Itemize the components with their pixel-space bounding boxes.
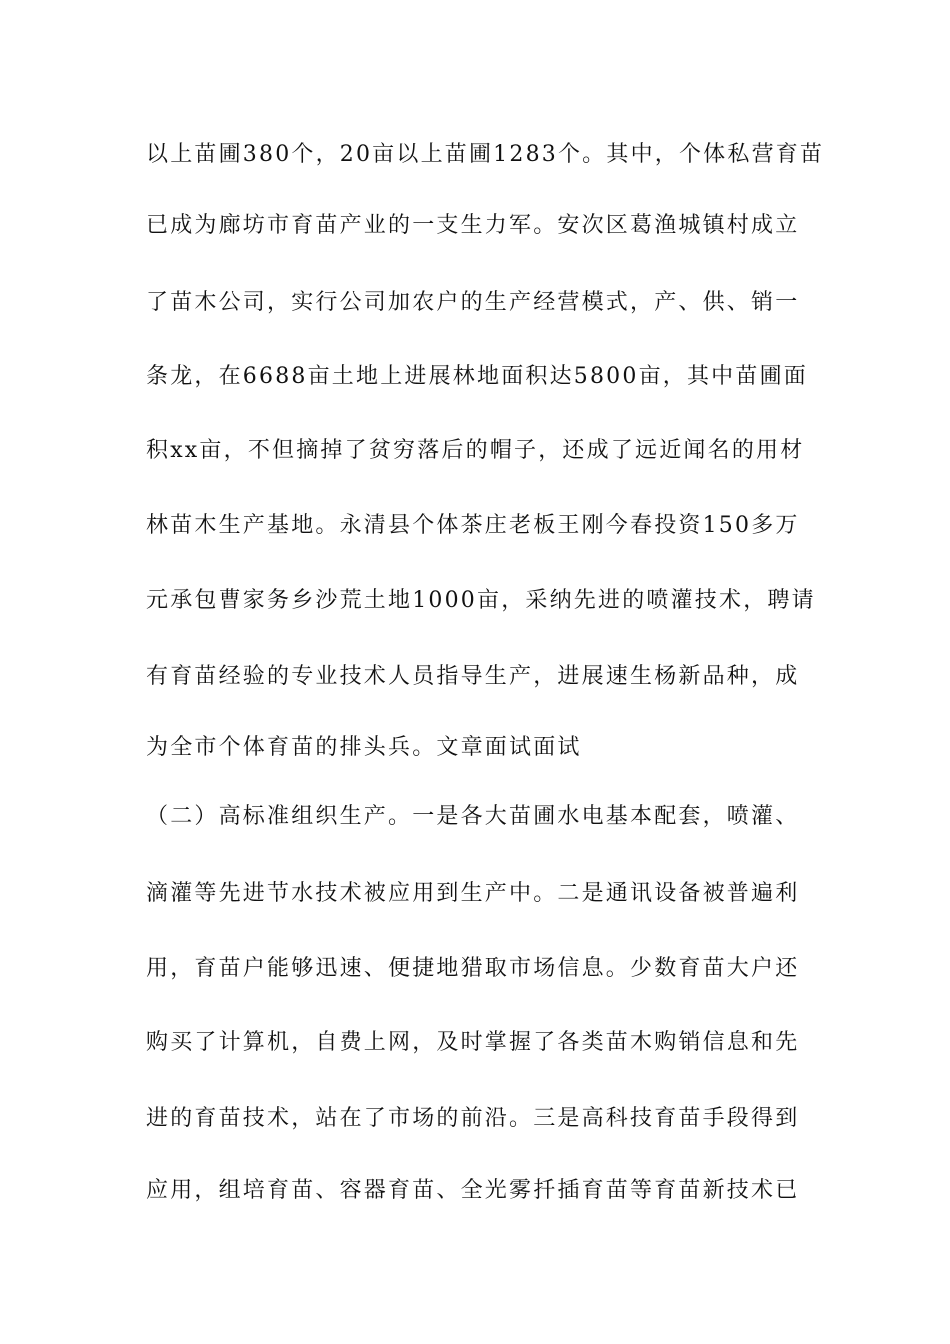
text-line: 了苗木公司，实行公司加农户的生产经营模式，产、供、销一 [146,290,800,315]
text-line: 积xx亩，不但摘掉了贫穷落后的帽子，还成了远近闻名的用材 [146,438,805,463]
text-line: 滴灌等先进节水技术被应用到生产中。二是通讯设备被普遍利 [146,881,800,906]
text-line: 已成为廊坊市育苗产业的一支生力军。安次区葛渔城镇村成立 [146,213,800,238]
text-line: 有育苗经验的专业技术人员指导生产，进展速生杨新品种，成 [146,664,800,689]
text-line: 元承包曹家务乡沙荒土地1000亩，采纳先进的喷灌技术，聘请 [146,588,816,613]
text-line: （二）高标准组织生产。一是各大苗圃水电基本配套，喷灌、 [146,804,800,829]
text-line: 购买了计算机，自费上网，及时掌握了各类苗木购销信息和先 [146,1030,800,1055]
text-line: 应用，组培育苗、容器育苗、全光雾扦插育苗等育苗新技术已 [146,1178,800,1203]
text-line: 以上苗圃380个，20亩以上苗圃1283个。其中，个体私营育苗 [146,142,825,167]
text-line: 条龙，在6688亩土地上进展林地面积达5800亩，其中苗圃面 [146,364,808,389]
text-line: 林苗木生产基地。永清县个体茶庄老板王刚今春投资150多万 [146,513,800,538]
text-line: 为全市个体育苗的排头兵。文章面试面试 [146,735,582,760]
text-line: 进的育苗技术，站在了市场的前沿。三是高科技育苗手段得到 [146,1106,800,1131]
text-line: 用，育苗户能够迅速、便捷地猎取市场信息。少数育苗大户还 [146,956,800,981]
